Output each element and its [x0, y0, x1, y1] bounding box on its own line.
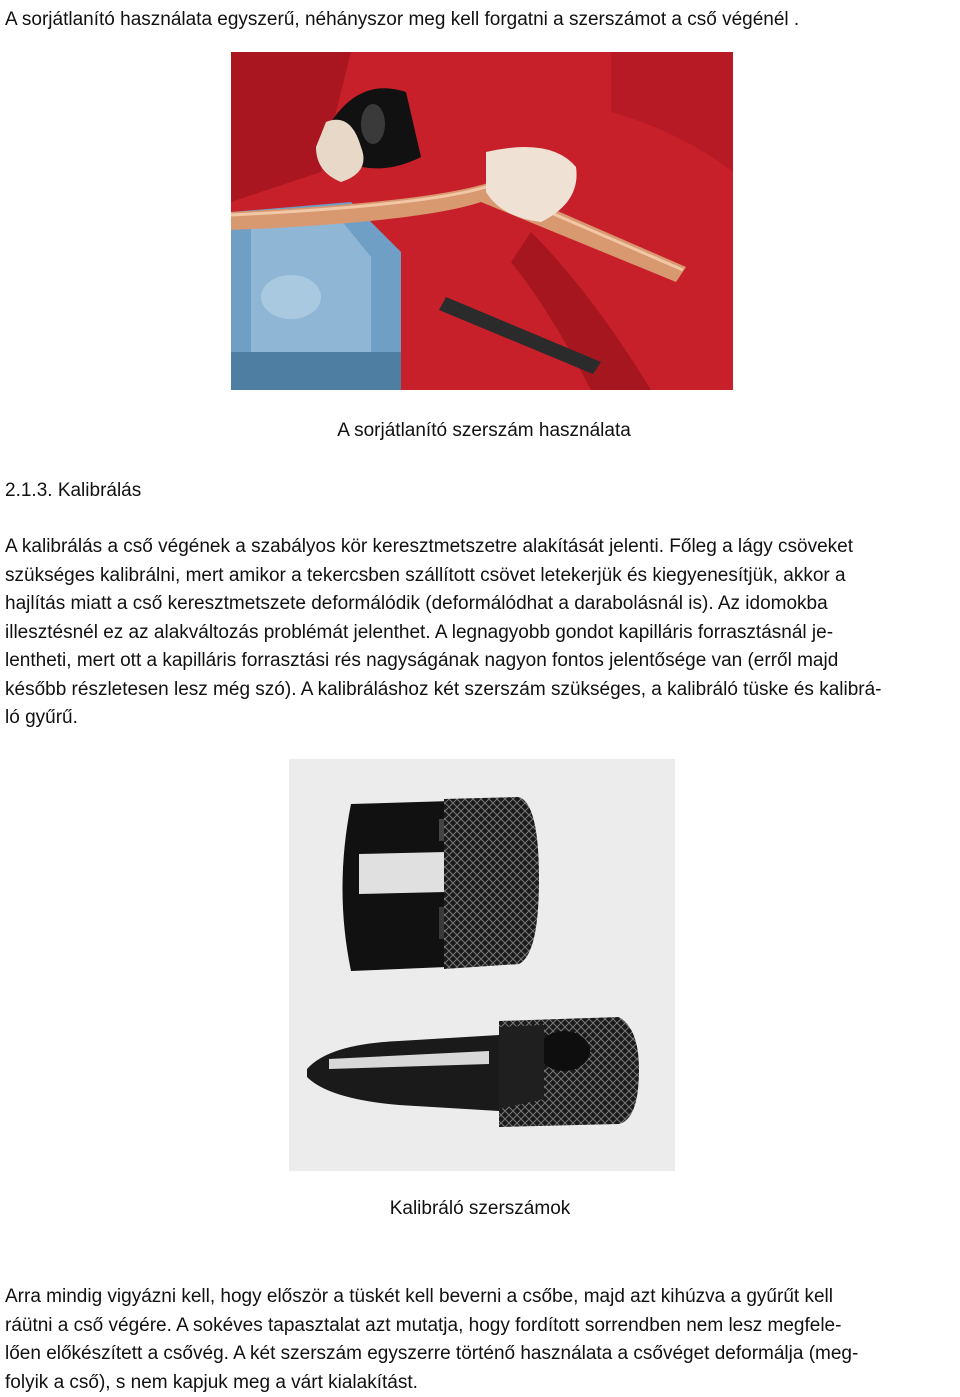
- text-line: A kalibrálás a cső végének a szabályos kör keresztmetszetre alakítását jelenti. Főleg a lágy csöveket: [5, 536, 854, 557]
- intro-paragraph: A sorjátlanító használata egyszerű, néhányszor meg kell forgatni a szerszámot a cső végénél .: [5, 9, 800, 30]
- text-line: hajlítás miatt a cső keresztmetszete deformálódik (deformálódhat a darabolásnál is). Az idomokba: [5, 593, 828, 614]
- text-line: szükséges kalibrálni, mert amikor a tekercsben szállított csövet letekerjük és kiegyenesítjük, akkor a: [5, 564, 846, 586]
- text-line: ráütni a cső végére. A sokéves tapasztalat azt mutatja, hogy fordított sorrendben nem lesz megfele-: [5, 1314, 842, 1336]
- deburring-photo: [231, 52, 733, 390]
- calibrating-tools-photo: [289, 759, 675, 1171]
- text-line: lentheti, mert ott a kapilláris forrasztási rés nagyságának nagyon fontos jelentősége van (erről majd: [5, 650, 839, 671]
- text-line: ló gyűrű.: [5, 707, 78, 728]
- section-heading: 2.1.3. Kalibrálás: [5, 480, 142, 501]
- warning-paragraph: [5, 1283, 945, 1397]
- deburring-caption: A sorjátlanító szerszám használata: [337, 420, 631, 441]
- calibrating-tools-caption: Kalibráló szerszámok: [389, 1198, 571, 1219]
- calibration-paragraph: [5, 533, 945, 733]
- text-line: folyik a cső), s nem kapjuk meg a várt kialakítást.: [5, 1371, 418, 1393]
- text-line: Arra mindig vigyázni kell, hogy először a tüskét kell beverni a csőbe, majd azt kihúzva a gyűrűt kell: [5, 1286, 833, 1307]
- text-line: lően előkészített a csővég. A két szerszám egyszerre történő használata a csővéget deformálja (meg-: [5, 1343, 859, 1364]
- text-line: később részletesen lesz még szó). A kalibráláshoz két szerszám szükséges, a kalibráló tüske és kalibrá-: [5, 678, 882, 700]
- text-line: illesztésnél ez az alakváltozás problémát jelenthet. A legnagyobb gondot kapilláris forrasztásnál je-: [5, 621, 834, 643]
